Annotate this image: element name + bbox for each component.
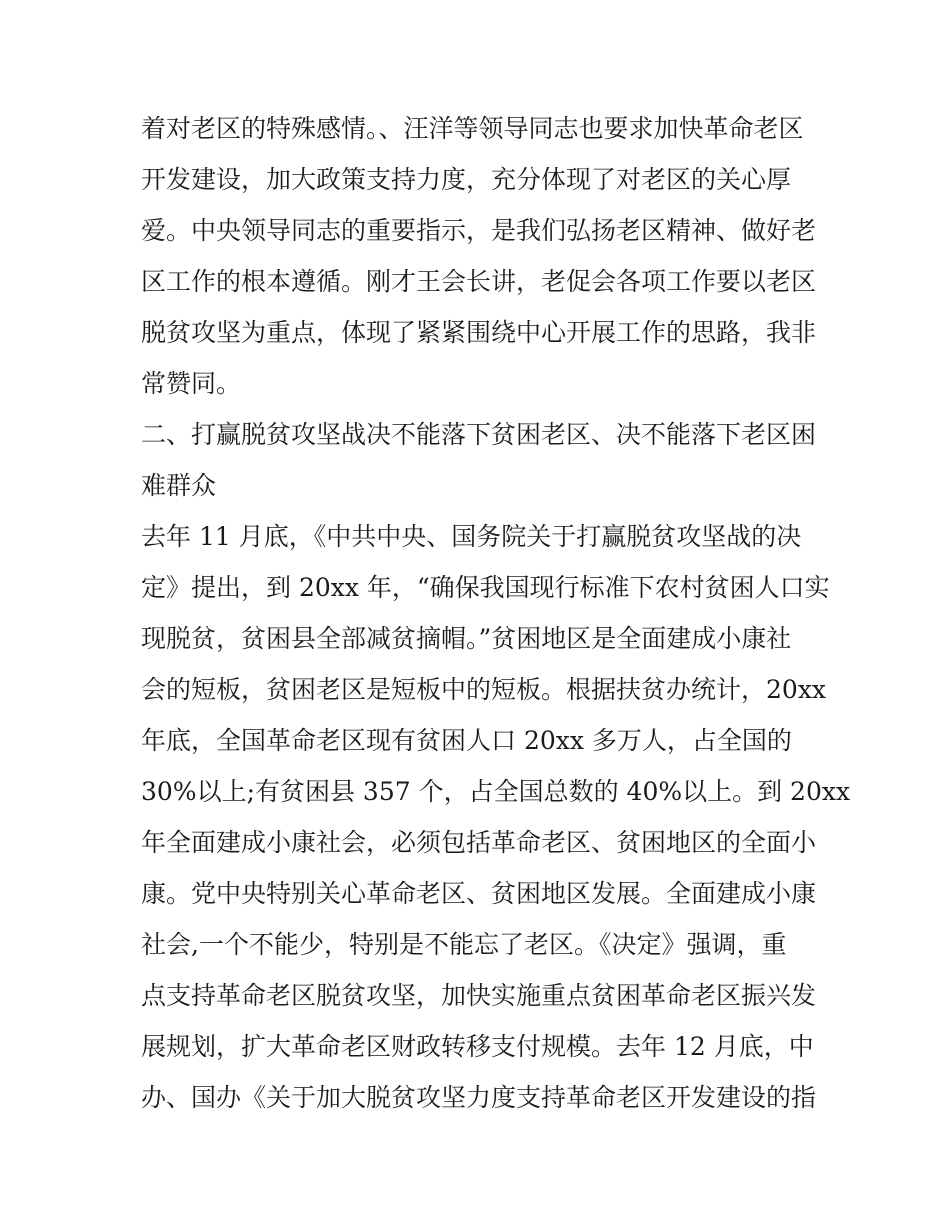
text-line: 开发建设，加大政策支持力度，充分体现了对老区的关心厚 [141,165,792,194]
section-heading-line: 二、打赢脱贫攻坚战决不能落下贫困老区、决不能落下老区困 [141,420,817,449]
text-line: 社会,一个不能少，特别是不能忘了老区。《决定》强调，重 [141,930,787,959]
section-heading-line: 难群众 [141,471,217,500]
text-line: 定》提出，到 20xx 年，“确保我国现行标准下农村贫困人口实 [141,573,830,602]
text-line: 区工作的根本遵循。刚才王会长讲，老促会各项工作要以老区 [141,267,817,296]
text-line: 常赞同。 [141,369,242,398]
text-line: 年全面建成小康社会，必须包括革命老区、贫困地区的全面小 [141,828,817,857]
text-line: 着对老区的特殊感情。、汪洋等领导同志也要求加快革命老区 [141,114,804,143]
text-line: 年底，全国革命老区现有贫困人口 20xx 多万人，占全国的 [141,726,792,755]
text-line: 现脱贫，贫困县全部减贫摘帽。”贫困地区是全面建成小康社 [141,624,792,653]
text-line: 爱。中央领导同志的重要指示，是我们弘扬老区精神、做好老 [141,216,817,245]
text-line: 办、国办《关于加大脱贫攻坚力度支持革命老区开发建设的指 [141,1083,817,1112]
text-line: 30%以上;有贫困县 357 个，占全国总数的 40%以上。到 20xx [141,777,851,806]
text-line: 康。党中央特别关心革命老区、贫困地区发展。全面建成小康 [141,879,817,908]
text-line: 脱贫攻坚为重点，体现了紧紧围绕中心开展工作的思路，我非 [141,318,817,347]
text-line: 展规划，扩大革命老区财政转移支付规模。去年 12 月底，中 [141,1032,814,1061]
text-line: 去年 11 月底，《中共中央、国务院关于打赢脱贫攻坚战的决 [141,522,802,551]
document-body [141,103,851,1123]
text-line: 会的短板，贫困老区是短板中的短板。根据扶贫办统计，20xx [141,675,827,704]
text-line: 点支持革命老区脱贫攻坚，加快实施重点贫困革命老区振兴发 [141,981,817,1010]
